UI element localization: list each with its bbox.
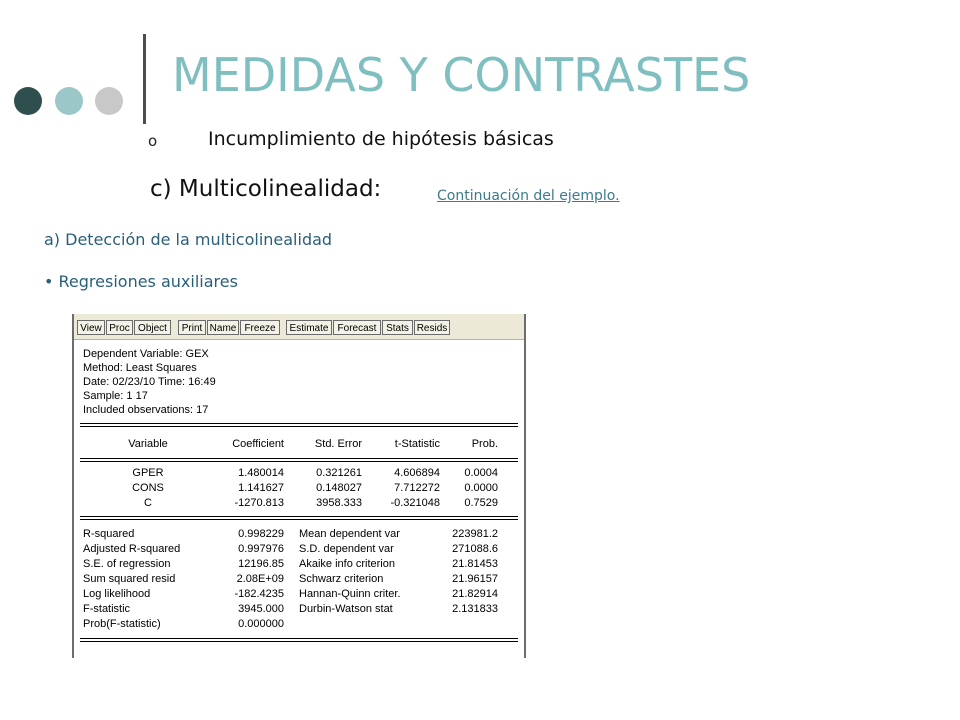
toolbar-object-button[interactable]: Object	[134, 320, 171, 335]
stat-label: R-squared	[83, 528, 135, 540]
stat-value: 2.131833	[452, 603, 498, 615]
table-rule	[80, 458, 518, 459]
stat-value: 21.81453	[452, 558, 498, 570]
toolbar-forecast-button[interactable]: Forecast	[333, 320, 381, 335]
std-error: 0.321261	[316, 467, 362, 479]
coefficient: 1.141627	[238, 482, 284, 494]
header-line: Included observations: 17	[83, 404, 209, 416]
stat-label: Sum squared resid	[83, 573, 176, 585]
toolbar-name-button[interactable]: Name	[207, 320, 239, 335]
eviews-toolbar	[74, 314, 524, 340]
stat-value: -182.4235	[234, 588, 284, 600]
table-rule	[80, 641, 518, 642]
header-line: Dependent Variable: GEX	[83, 348, 209, 360]
toolbar-resids-button[interactable]: Resids	[414, 320, 450, 335]
decor-dot-teal	[55, 87, 83, 115]
stat-label: F-statistic	[83, 603, 131, 615]
header-line: Date: 02/23/10 Time: 16:49	[83, 376, 216, 388]
t-statistic: 7.712272	[394, 482, 440, 494]
decor-dot-dark	[14, 87, 42, 115]
stat-value: 0.998229	[238, 528, 284, 540]
toolbar-freeze-button[interactable]: Freeze	[240, 320, 280, 335]
header-line: Method: Least Squares	[83, 362, 197, 374]
stat-label: Mean dependent var	[299, 528, 400, 540]
stat-value: 0.000000	[238, 618, 284, 630]
stat-value: 0.997976	[238, 543, 284, 555]
slide-title: MEDIDAS Y CONTRASTES	[172, 48, 751, 102]
regression-output	[74, 340, 524, 658]
bullet-icon: o	[148, 132, 158, 150]
continuation-link[interactable]: Continuación del ejemplo.	[437, 188, 620, 204]
stat-value: 2.08E+09	[236, 573, 284, 585]
header-line: Sample: 1 17	[83, 390, 148, 402]
table-rule	[80, 423, 518, 424]
t-statistic: 4.606894	[394, 467, 440, 479]
stat-label: Log likelihood	[83, 588, 151, 600]
table-rule	[80, 426, 518, 427]
variable-name: GPER	[132, 467, 164, 479]
stat-label: Prob(F-statistic)	[83, 618, 161, 630]
probability: 0.0004	[464, 467, 498, 479]
decor-dot-gray	[95, 87, 123, 115]
subheading-detection: a) Detección de la multicolinealidad	[44, 230, 333, 249]
toolbar-proc-button[interactable]: Proc	[106, 320, 133, 335]
stat-value: 21.96157	[452, 573, 498, 585]
table-rule	[80, 638, 518, 639]
column-header: Variable	[128, 438, 168, 450]
coefficient: -1270.813	[234, 497, 284, 509]
t-statistic: -0.321048	[390, 497, 440, 509]
probability: 0.7529	[464, 497, 498, 509]
toolbar-estimate-button[interactable]: Estimate	[286, 320, 332, 335]
title-divider	[143, 34, 146, 124]
stat-label: S.E. of regression	[83, 558, 171, 570]
probability: 0.0000	[464, 482, 498, 494]
toolbar-stats-button[interactable]: Stats	[382, 320, 413, 335]
column-header: Std. Error	[314, 438, 362, 450]
variable-name: C	[144, 497, 152, 509]
table-rule	[80, 461, 518, 462]
table-rule	[80, 519, 518, 520]
column-header: Coefficient	[232, 438, 284, 450]
stat-label: S.D. dependent var	[299, 543, 394, 555]
stat-label: Schwarz criterion	[299, 573, 384, 585]
stat-value: 12196.85	[238, 558, 284, 570]
stat-label: Adjusted R-squared	[83, 543, 181, 555]
stat-label: Akaike info criterion	[299, 558, 395, 570]
toolbar-view-button[interactable]: View	[77, 320, 105, 335]
section-heading: c) Multicolinealidad:	[150, 176, 382, 202]
stat-label: Hannan-Quinn criter.	[299, 588, 401, 600]
eviews-output-window	[72, 314, 526, 658]
bullet-text: Incumplimiento de hipótesis básicas	[208, 128, 554, 150]
column-header: Prob.	[471, 438, 498, 450]
stat-value: 223981.2	[452, 528, 498, 540]
variable-name: CONS	[132, 482, 164, 494]
stat-value: 271088.6	[452, 543, 498, 555]
subheading-auxiliary: • Regresiones auxiliares	[44, 272, 238, 291]
column-header: t-Statistic	[394, 438, 440, 450]
stat-value: 21.82914	[452, 588, 498, 600]
stat-value: 3945.000	[238, 603, 284, 615]
stat-label: Durbin-Watson stat	[299, 603, 393, 615]
table-rule	[80, 516, 518, 517]
std-error: 3958.333	[316, 497, 362, 509]
toolbar-print-button[interactable]: Print	[178, 320, 206, 335]
std-error: 0.148027	[316, 482, 362, 494]
coefficient: 1.480014	[238, 467, 284, 479]
